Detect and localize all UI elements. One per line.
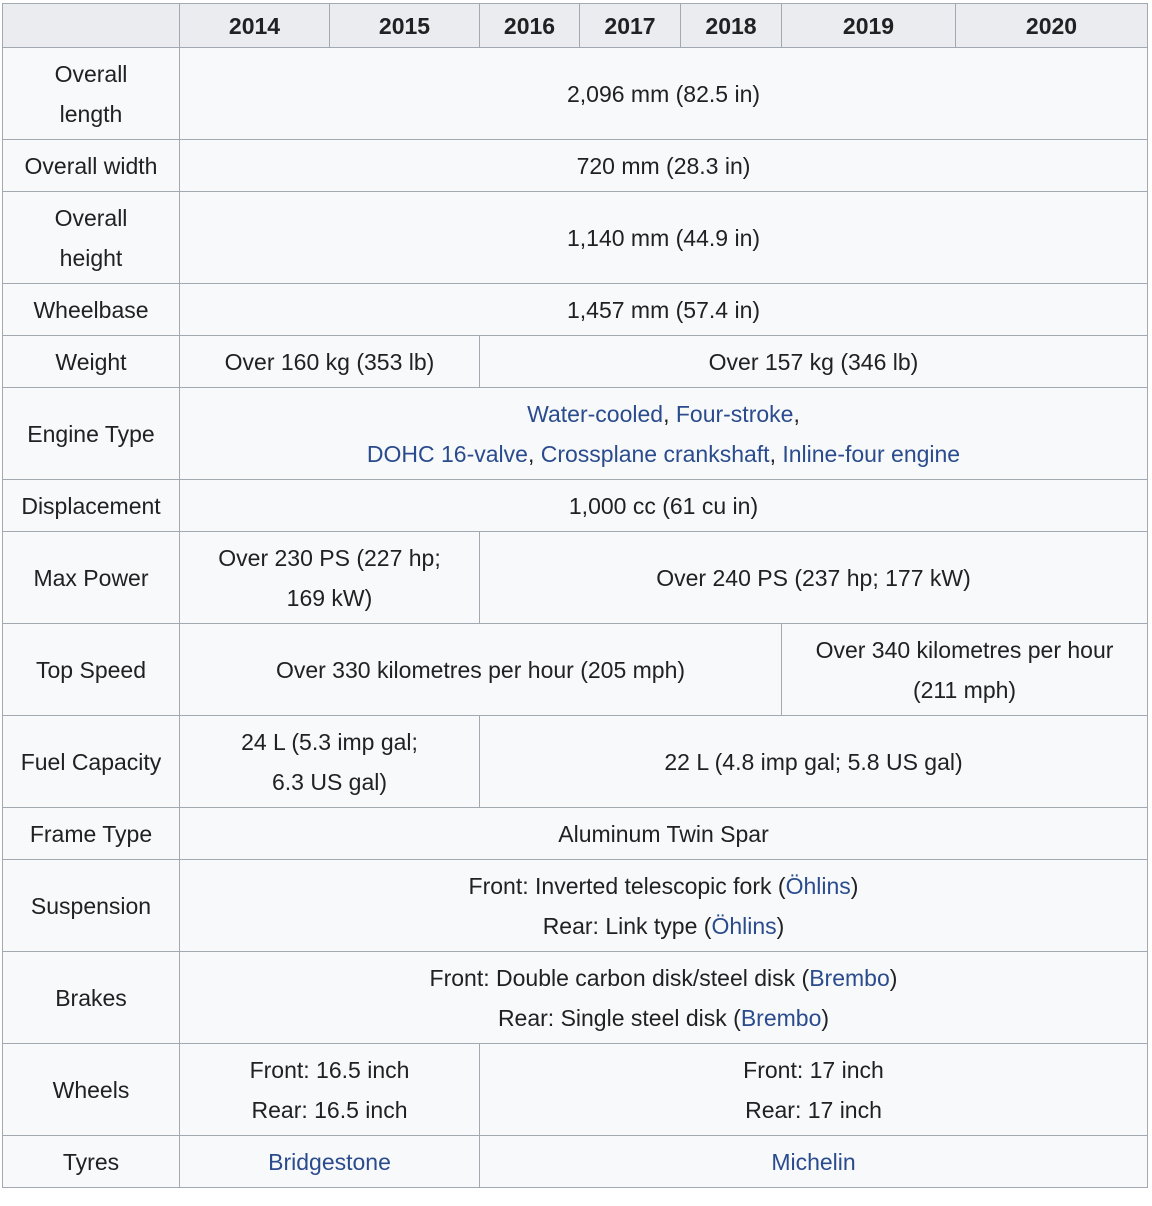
brembo-link[interactable]: Brembo xyxy=(740,1004,822,1031)
value-line: 6.3 US gal) xyxy=(271,768,388,795)
front-suspension-text: Front: Inverted telescopic fork ( xyxy=(468,872,786,899)
corner-header-cell xyxy=(3,4,180,48)
rear-brakes-text: Rear: Single steel disk ( xyxy=(497,1004,741,1031)
value-cell: Over 157 kg (346 lb) xyxy=(480,336,1148,388)
michelin-link[interactable]: Michelin xyxy=(771,1148,856,1175)
row-max-power xyxy=(3,532,1148,624)
row-label: Wheelbase xyxy=(3,284,180,336)
row-top-speed xyxy=(3,624,1148,716)
row-overall-length xyxy=(3,48,1148,140)
value-cell: 1,457 mm (57.4 in) xyxy=(180,284,1148,336)
row-label: Fuel Capacity xyxy=(3,716,180,808)
value-cell: 1,140 mm (44.9 in) xyxy=(180,192,1148,284)
value-cell xyxy=(180,532,480,624)
value-cell xyxy=(180,1044,480,1136)
rear-suspension-text: Rear: Link type ( xyxy=(542,912,712,939)
row-frame-type xyxy=(3,808,1148,860)
value-cell: 720 mm (28.3 in) xyxy=(180,140,1148,192)
row-overall-height xyxy=(3,192,1148,284)
value-cell: Water-cooled, Four-stroke, DOHC 16-valve, Crossplane crankshaft, Inline-four engine xyxy=(180,388,1148,480)
row-label: Overall width xyxy=(3,140,180,192)
year-header: 2019 xyxy=(782,4,956,48)
value-cell xyxy=(180,1136,480,1188)
row-engine-type xyxy=(3,388,1148,480)
row-label xyxy=(3,48,180,140)
value-cell: 22 L (4.8 imp gal; 5.8 US gal) xyxy=(480,716,1148,808)
value-line: Over 230 PS (227 hp; xyxy=(218,544,441,571)
ohlins-link[interactable]: Öhlins xyxy=(785,872,851,899)
row-tyres xyxy=(3,1136,1148,1188)
value-line: Rear: 17 inch xyxy=(745,1096,882,1123)
four-stroke-link[interactable]: Four-stroke xyxy=(675,400,794,427)
row-wheels xyxy=(3,1044,1148,1136)
front-brakes-text: Front: Double carbon disk/steel disk ( xyxy=(429,964,810,991)
dohc-link[interactable]: DOHC 16-valve xyxy=(366,440,528,467)
header-row xyxy=(3,4,1148,48)
value-cell: Over 160 kg (353 lb) xyxy=(180,336,480,388)
row-brakes xyxy=(3,952,1148,1044)
value-line: Over 340 kilometres per hour xyxy=(815,636,1114,663)
row-label: Brakes xyxy=(3,952,180,1044)
value-cell: 2,096 mm (82.5 in) xyxy=(180,48,1148,140)
value-cell xyxy=(180,716,480,808)
value-line: Rear: 16.5 inch xyxy=(251,1096,408,1123)
label-line: height xyxy=(59,244,123,271)
value-line: (211 mph) xyxy=(912,676,1017,703)
row-label: Tyres xyxy=(3,1136,180,1188)
value-cell: Over 330 kilometres per hour (205 mph) xyxy=(180,624,782,716)
value-line: 169 kW) xyxy=(286,584,373,611)
row-label: Engine Type xyxy=(3,388,180,480)
value-cell: Front: Inverted telescopic fork (Öhlins) Rear: Link type (Öhlins) xyxy=(180,860,1148,952)
row-wheelbase xyxy=(3,284,1148,336)
bridgestone-link[interactable]: Bridgestone xyxy=(268,1148,391,1175)
value-cell: Over 240 PS (237 hp; 177 kW) xyxy=(480,532,1148,624)
year-header: 2016 xyxy=(480,4,580,48)
row-label: Suspension xyxy=(3,860,180,952)
ohlins-link[interactable]: Öhlins xyxy=(711,912,777,939)
row-label: Weight xyxy=(3,336,180,388)
value-cell: 1,000 cc (61 cu in) xyxy=(180,480,1148,532)
row-fuel-capacity xyxy=(3,716,1148,808)
water-cooled-link[interactable]: Water-cooled xyxy=(527,400,664,427)
row-label: Wheels xyxy=(3,1044,180,1136)
row-label: Top Speed xyxy=(3,624,180,716)
year-header: 2020 xyxy=(956,4,1148,48)
brembo-link[interactable]: Brembo xyxy=(809,964,890,991)
row-suspension xyxy=(3,860,1148,952)
value-line: Front: 17 inch xyxy=(743,1056,884,1083)
year-header: 2014 xyxy=(180,4,330,48)
row-label: Max Power xyxy=(3,532,180,624)
row-label: Displacement xyxy=(3,480,180,532)
inline-four-engine-link[interactable]: Inline-four engine xyxy=(782,440,961,467)
row-weight xyxy=(3,336,1148,388)
crossplane-crankshaft-link[interactable]: Crossplane crankshaft xyxy=(540,440,770,467)
value-line: 24 L (5.3 imp gal; xyxy=(241,728,418,755)
value-cell: Aluminum Twin Spar xyxy=(180,808,1148,860)
label-line: Overall xyxy=(54,204,128,231)
value-cell xyxy=(480,1136,1148,1188)
row-displacement xyxy=(3,480,1148,532)
value-line: Front: 16.5 inch xyxy=(249,1056,410,1083)
specifications-table xyxy=(2,3,1148,1188)
row-overall-width xyxy=(3,140,1148,192)
label-line: Overall xyxy=(54,60,128,87)
row-label xyxy=(3,192,180,284)
year-header: 2018 xyxy=(681,4,782,48)
label-line: length xyxy=(59,100,123,127)
value-cell: Front: Double carbon disk/steel disk (Brembo) Rear: Single steel disk (Brembo) xyxy=(180,952,1148,1044)
row-label: Frame Type xyxy=(3,808,180,860)
value-cell xyxy=(782,624,1148,716)
value-cell xyxy=(480,1044,1148,1136)
year-header: 2017 xyxy=(580,4,681,48)
year-header: 2015 xyxy=(330,4,480,48)
